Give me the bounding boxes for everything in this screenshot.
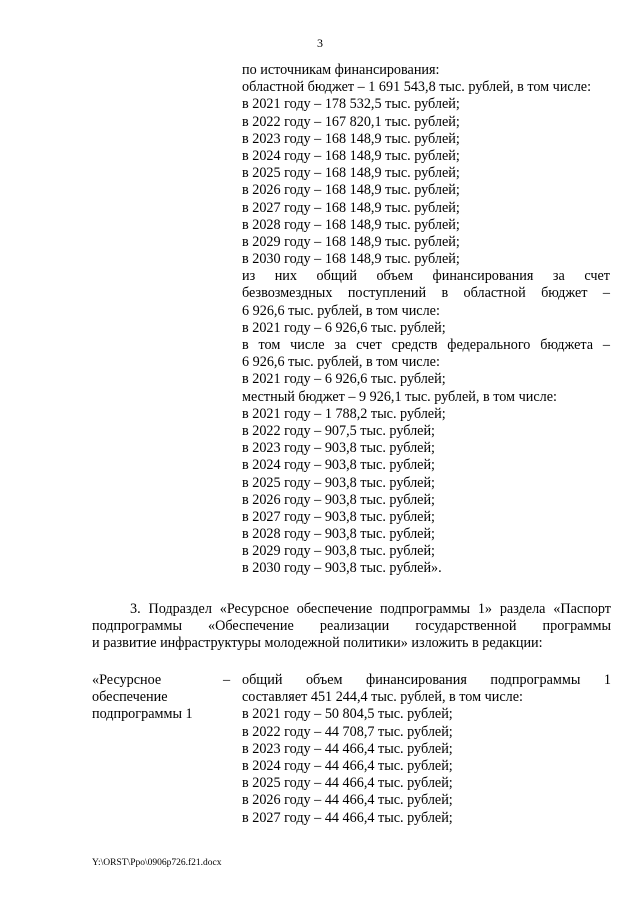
resource-values (242, 672, 611, 827)
text-line: в 2025 году – 903,8 тыс. рублей; (242, 474, 435, 491)
paragraph-line: 3. Подраздел «Ресурсное обеспечение подпрограммы 1» раздела «Паспорт (130, 601, 611, 617)
text-line: в 2022 году – 907,5 тыс. рублей; (242, 422, 435, 439)
page-number: 3 (317, 36, 323, 50)
dash-separator: – (223, 672, 231, 688)
text-line: по источникам финансирования: (242, 62, 440, 78)
text-line: в 2024 году – 168 148,9 тыс. рублей; (242, 147, 460, 164)
paragraph-3 (92, 601, 611, 653)
financing-block (242, 62, 610, 578)
text-line: в 2027 году – 44 466,4 тыс. рублей; (242, 809, 453, 826)
label-line: «Ресурсное (92, 672, 162, 688)
text-line: в 2030 году – 168 148,9 тыс. рублей; (242, 251, 460, 268)
text-line: в 2023 году – 168 148,9 тыс. рублей; (242, 130, 460, 147)
text-line: в 2023 году – 44 466,4 тыс. рублей; (242, 740, 453, 757)
paragraph-line: подпрограммы «Обеспечение реализации государственной программы (92, 618, 611, 635)
text-line: в 2021 году – 1 788,2 тыс. рублей; (242, 405, 446, 422)
text-line: в 2021 году – 6 926,6 тыс. рублей; (242, 371, 446, 388)
text-line: в 2026 году – 168 148,9 тыс. рублей; (242, 182, 460, 199)
text-line: в 2025 году – 44 466,4 тыс. рублей; (242, 775, 453, 792)
text-line: составляет 451 244,4 тыс. рублей, в том числе: (242, 689, 523, 706)
text-line: в 2022 году – 44 708,7 тыс. рублей; (242, 723, 453, 740)
text-line: в 2024 году – 44 466,4 тыс. рублей; (242, 757, 453, 774)
text-line: в 2027 году – 168 148,9 тыс. рублей; (242, 199, 460, 216)
text-line: в 2029 году – 168 148,9 тыс. рублей; (242, 233, 460, 250)
resource-label (92, 672, 232, 724)
text-line: в 2030 году – 903,8 тыс. рублей». (242, 560, 442, 577)
justified-line: общий объем финансирования подпрограммы 1 (242, 672, 611, 688)
text-line: областной бюджет – 1 691 543,8 тыс. рублей, в том числе: (242, 79, 592, 96)
justified-line: безвозмездных поступлений в областной бюджет – (242, 285, 610, 302)
text-line: в 2023 году – 903,8 тыс. рублей; (242, 440, 435, 457)
text-line: 6 926,6 тыс. рублей, в том числе: (242, 354, 440, 371)
text-line: в 2028 году – 903,8 тыс. рублей; (242, 526, 435, 543)
text-line: в 2025 году – 168 148,9 тыс. рублей; (242, 165, 460, 182)
paragraph-line: и развитие инфраструктуры молодежной политики» изложить в редакции: (92, 635, 543, 652)
text-line: в 2021 году – 6 926,6 тыс. рублей; (242, 319, 446, 336)
text-line: местный бюджет – 9 926,1 тыс. рублей, в том числе: (242, 388, 557, 405)
text-line: в 2021 году – 178 532,5 тыс. рублей; (242, 96, 460, 113)
text-line: в 2022 году – 167 820,1 тыс. рублей; (242, 113, 460, 130)
justified-line: из них общий объем финансирования за счет (242, 268, 610, 285)
file-path-footer: Y:\ORST\Ppo\0906p726.f21.docx (92, 858, 222, 868)
label-line: обеспечение (92, 689, 168, 706)
text-line: в 2029 году – 903,8 тыс. рублей; (242, 543, 435, 560)
text-line: в 2026 году – 44 466,4 тыс. рублей; (242, 792, 453, 809)
text-line: в 2024 году – 903,8 тыс. рублей; (242, 457, 435, 474)
text-line: в 2021 году – 50 804,5 тыс. рублей; (242, 706, 453, 723)
label-line: подпрограммы 1 (92, 706, 193, 723)
justified-line: в том числе за счет средств федерального бюджета – (242, 337, 610, 353)
text-line: в 2027 году – 903,8 тыс. рублей; (242, 508, 435, 525)
text-line: в 2026 году – 903,8 тыс. рублей; (242, 491, 435, 508)
text-line: в 2028 году – 168 148,9 тыс. рублей; (242, 216, 460, 233)
text-line: 6 926,6 тыс. рублей, в том числе: (242, 302, 440, 319)
